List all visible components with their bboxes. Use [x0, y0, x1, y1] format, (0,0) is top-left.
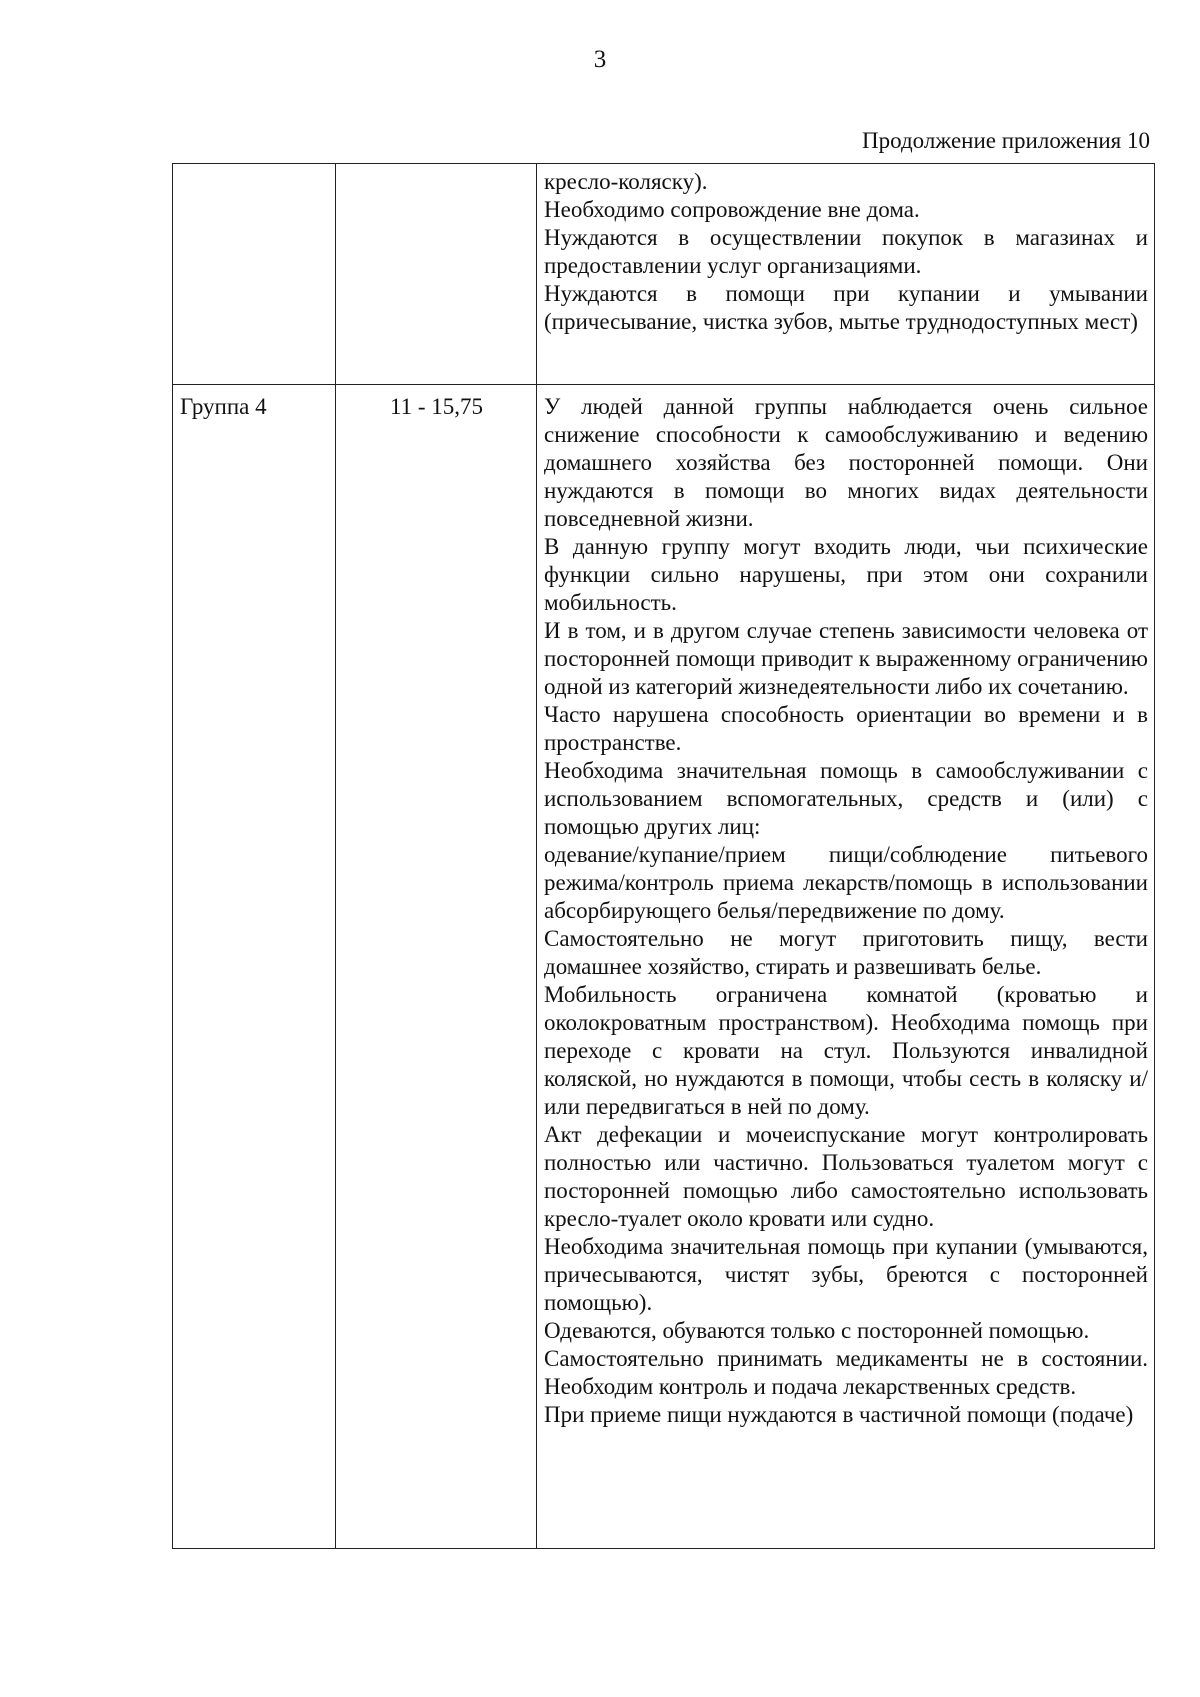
description-cell — [537, 164, 1155, 385]
description-paragraph: В данную группу могут входить люди, чьи психические функции сильно нарушены, при этом они сохранили мобильность. — [544, 534, 1148, 615]
description-paragraph: Необходимо сопровождение вне дома. — [544, 197, 920, 222]
description-paragraph: Одеваются, обуваются только с посторонней помощью. — [544, 1318, 1090, 1343]
page-number: 3 — [593, 46, 607, 73]
description-paragraph: Часто нарушена способность ориентации во времени и в пространстве. — [544, 702, 1148, 755]
table-row — [173, 164, 1155, 385]
care-group-table — [172, 163, 1155, 1549]
description-paragraph: Необходима значительная помощь в самообслуживании с использованием вспомогательных, средств и (или) с помощью других лиц: — [544, 758, 1148, 839]
description-paragraph: Необходима значительная помощь при купании (умываются, причесываются, чистят зубы, бреются с посторонней помощью). — [544, 1234, 1148, 1315]
score-cell: 11 - 15,75 — [336, 385, 537, 1549]
description-paragraph: Самостоятельно принимать медикаменты не в состоянии. Необходим контроль и подача лекарственных средств. — [544, 1346, 1148, 1399]
description-paragraph: Акт дефекации и мочеиспускание могут контролировать полностью или частично. Пользоваться туалетом могут с посторонней помощью либо самостоятельно использовать кресло-туалет около кровати или судно. — [544, 1122, 1148, 1231]
description-paragraph: При приеме пищи нуждаются в частичной помощи (подаче) — [544, 1402, 1134, 1427]
group-cell — [173, 164, 336, 385]
description-paragraph: И в том, и в другом случае степень зависимости человека от посторонней помощи приводит к выраженному ограничению одной из категорий жизнедеятельности либо их сочетанию. — [544, 618, 1148, 699]
appendix-caption: Продолжение приложения 10 — [862, 128, 1150, 153]
score-cell — [336, 164, 537, 385]
description-paragraph: одевание/купание/прием пищи/соблюдение питьевого режима/контроль приема лекарств/помощь в использовании абсорбирующего белья/передвижение по дому. — [544, 842, 1148, 923]
description-cell — [537, 385, 1155, 1549]
description-paragraph: Нуждаются в осуществлении покупок в магазинах и предоставлении услуг организациями. — [544, 225, 1148, 278]
description-paragraph: Мобильность ограничена комнатой (кроватью и околокроватным пространством). Необходима помощь при переходе с кровати на стул. Пользуются инвалидной коляской, но нуждаются в помощи, чтобы сесть в коляску и/или передвигаться в ней по дому. — [544, 982, 1148, 1119]
description-paragraph: Нуждаются в помощи при купании и умывании (причесывание, чистка зубов, мытье труднодоступных мест) — [544, 281, 1148, 334]
table-row — [173, 385, 1155, 1549]
description-paragraph: кресло-коляску). — [544, 169, 708, 194]
description-paragraph: Самостоятельно не могут приготовить пищу, вести домашнее хозяйство, стирать и развешивать белье. — [544, 926, 1148, 979]
description-paragraph: У людей данной группы наблюдается очень сильное снижение способности к самообслуживанию и ведению домашнего хозяйства без посторонней помощи. Они нуждаются в помощи во многих видах деятельности повседневной жизни. — [544, 394, 1148, 531]
group-cell: Группа 4 — [173, 385, 336, 1549]
